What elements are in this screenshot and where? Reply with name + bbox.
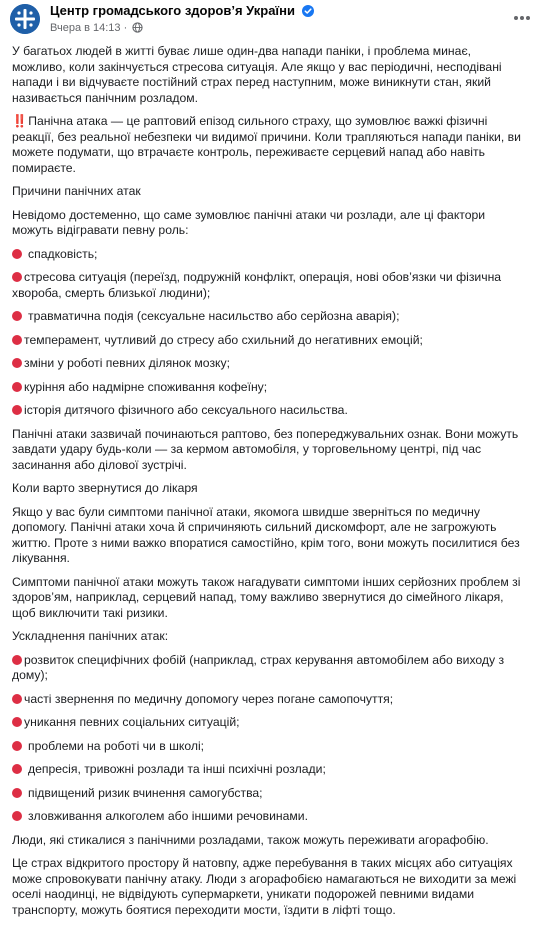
intro-paragraph: У багатьох людей в житті буває лише один-два напади паніки, і проблема минає, можливо, коли закінчується стресова ситуація. Але якщо у вас періодичні, несподівані напади і ви відчуваєте постійний страх перед наступним, може виникнути стан, який називається панічним розладом. (12, 44, 502, 105)
list-item-text: травматична подія (сексуальне насильство або серйозна аварія); (28, 309, 400, 323)
list-item-text: історія дитячого фізичного або сексуального насильства. (24, 403, 348, 417)
list-item (12, 809, 526, 825)
list-item (12, 692, 526, 708)
list-item-text: зловживання алкоголем або іншими речовинами. (28, 809, 308, 823)
list-item (12, 309, 526, 325)
complications-heading: Ускладнення панічних атак: (12, 629, 169, 643)
list-item (12, 762, 526, 778)
more-options-button[interactable] (510, 10, 534, 26)
definition-text: Панічна атака — це раптовий епізод сильного страху, що зумовлює важкі фізичні реакції, без реальної небезпеки чи видимої причини. Коли трапляються напади паніки, ви можете подумати, що втрачаєте контроль, переживаєте серцевий напад або навіть помираєте. (12, 114, 521, 175)
red-circle-icon (12, 694, 22, 704)
page-name[interactable]: Центр громадського здоров’я України (50, 3, 295, 18)
list-item (12, 403, 526, 419)
agoraphobia-paragraph: Люди, які стикалися з панічними розладами, також можуть переживати агорафобію. (12, 832, 489, 847)
ellipsis-icon (510, 10, 534, 26)
globe-icon (132, 22, 143, 33)
doctor-heading: Коли варто звернутися до лікаря (12, 481, 198, 495)
list-item (12, 653, 526, 684)
post-header (0, 0, 542, 40)
list-item-text: проблеми на роботі чи в школі; (28, 738, 205, 753)
list-item-text: часті звернення по медичну допомогу через погане самопочуття; (24, 691, 394, 706)
red-circle-icon (12, 335, 22, 345)
list-item-text: темперамент, чутливий до стресу або схильний до негативних емоцій; (24, 332, 423, 347)
list-item-text: стресова ситуація (переїзд, подружній конфлікт, операція, нові обов’язки чи фізична хвороба, смерть близької людини); (12, 270, 502, 300)
causes-intro: Невідомо достеменно, що саме зумовлює панічні атаки чи розлади, але ці фактори можуть відігравати певну роль: (12, 207, 486, 237)
list-item-text: куріння або надмірне споживання кофеїну; (24, 379, 268, 394)
red-circle-icon (12, 655, 22, 665)
list-item-text: підвищений ризик вчинення самогубства; (28, 785, 263, 800)
list-item (12, 786, 526, 802)
doctor-paragraph: Якщо у вас були симптоми панічної атаки, якомога швидше зверніться по медичну допомогу. Панічні атаки хоча й спричиняють сильний дискомфорт, але не загрожують життю. Проте з ними важко впоратися самостійно, крім того, вони можуть посилитися без лікування. (12, 504, 520, 565)
list-item (12, 247, 526, 263)
page-avatar[interactable] (10, 4, 40, 34)
list-item-text: спадковість; (28, 246, 98, 261)
red-circle-icon (12, 788, 22, 798)
red-circle-icon (12, 249, 22, 259)
red-circle-icon (12, 272, 22, 282)
verified-badge-icon (302, 5, 314, 17)
list-item-text: уникання певних соціальних ситуацій; (24, 715, 240, 729)
red-circle-icon (12, 382, 22, 392)
red-circle-icon (12, 717, 22, 727)
red-circle-icon (12, 358, 22, 368)
list-item-text: зміни у роботі певних ділянок мозку; (24, 356, 230, 370)
double-exclamation-icon: ‼️ (12, 114, 27, 128)
list-item (12, 333, 526, 349)
red-circle-icon (12, 741, 22, 751)
list-item (12, 739, 526, 755)
list-item (12, 715, 526, 731)
agoraphobia-detail-paragraph: Це страх відкритого простору й натовпу, адже перебування в таких місцях або ситуаціях може спровокувати панічну атаку. Люди з агорафобією намагаються не виходити за межі оселі наодинці, не відвідують супермаркети, уникати подорожей певними видами транспорту, можуть боятися переходити мости, їздити в ліфті тощо. (12, 856, 517, 917)
red-circle-icon (12, 811, 22, 821)
red-circle-icon (12, 764, 22, 774)
symptoms-paragraph: Симптоми панічної атаки можуть також нагадувати симптоми інших серйозних проблем зі здоров’ям, наприклад, серцевий напад, тому важливо звернутися до сімейного лікаря, щоб виключити такі ризики. (12, 574, 521, 620)
post-body (12, 44, 526, 926)
list-item (12, 356, 526, 372)
list-item-text: розвиток специфічних фобій (наприклад, страх керування автомобілем або виходу з дому); (12, 652, 505, 682)
red-circle-icon (12, 405, 22, 415)
post-meta (50, 22, 143, 34)
definition-paragraph (12, 114, 526, 176)
page-name-link[interactable] (50, 3, 314, 18)
sudden-paragraph: Панічні атаки зазвичай починаються раптово, без попереджувальних ознак. Вони можуть завдати удару будь-коли — за кермом автомобіля, у торговельному центрі, під час засинання або ділової зустрічі. (12, 426, 519, 472)
list-item-text: депресія, тривожні розлади та інші психічні розлади; (28, 762, 326, 776)
list-item (12, 270, 526, 301)
logo-icon (10, 4, 40, 34)
red-circle-icon (12, 311, 22, 321)
causes-heading: Причини панічних атак (12, 184, 141, 198)
post-timestamp[interactable]: Вчера в 14:13 · (50, 22, 128, 34)
list-item (12, 380, 526, 396)
